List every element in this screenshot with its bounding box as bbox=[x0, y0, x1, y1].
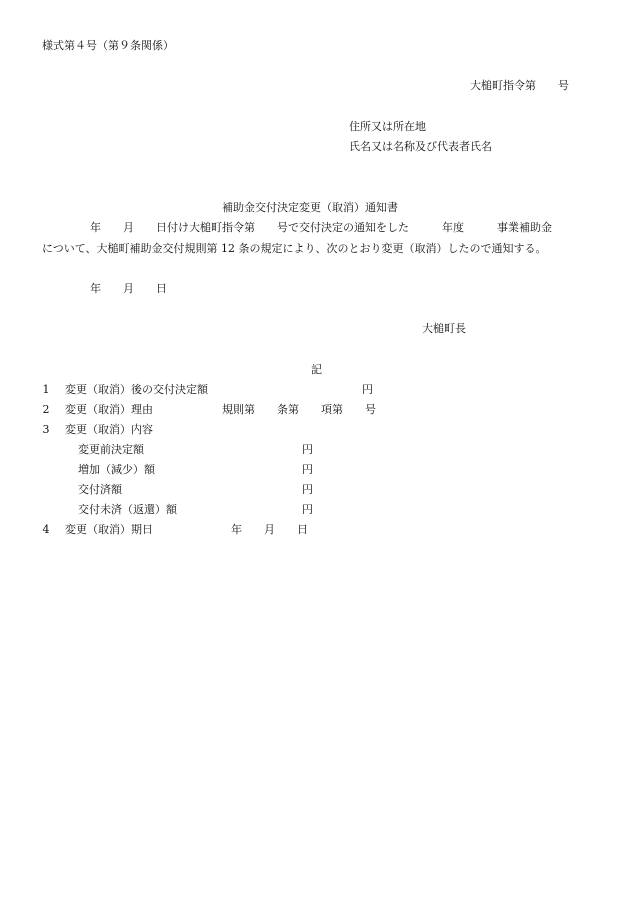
issuer-name: 大槌町長 bbox=[422, 322, 466, 335]
ki-heading: 記 bbox=[311, 363, 322, 376]
sub-item-label: 変更前決定額 bbox=[78, 443, 144, 456]
item-1-label: 変更（取消）後の交付決定額 bbox=[65, 383, 208, 396]
recipient-name-label: 氏名又は名称及び代表者氏名 bbox=[349, 140, 492, 153]
item-4-label: 変更（取消）期日 bbox=[65, 523, 153, 536]
item-4-number: 4 bbox=[42, 523, 50, 536]
item-4-date: 年 月 日 bbox=[231, 523, 308, 536]
sub-item-unit: 円 bbox=[302, 503, 313, 516]
body-line-2: について、大槌町補助金交付規則第 12 条の規定により、次のとおり変更（取消）したので通知する。 bbox=[42, 242, 547, 255]
sub-item-unit: 円 bbox=[302, 463, 313, 476]
item-2-label: 変更（取消）理由 bbox=[65, 403, 153, 416]
sub-item-unit: 円 bbox=[302, 483, 313, 496]
sub-item-label: 交付済額 bbox=[78, 483, 122, 496]
item-3-label: 変更（取消）内容 bbox=[65, 423, 153, 436]
form-number: 様式第４号（第９条関係） bbox=[42, 39, 174, 52]
document-title: 補助金交付決定変更（取消）通知書 bbox=[222, 201, 398, 214]
item-1-number: 1 bbox=[42, 383, 50, 396]
item-2-number: 2 bbox=[42, 403, 50, 416]
item-1-unit: 円 bbox=[362, 383, 373, 396]
body-line-1: 年 月 日付け大槌町指令第 号で交付決定の通知をした 年度 事業補助金 bbox=[90, 221, 552, 234]
sub-item-label: 増加（減少）額 bbox=[78, 463, 155, 476]
recipient-address-label: 住所又は所在地 bbox=[349, 120, 426, 133]
item-3-number: 3 bbox=[42, 423, 50, 436]
issue-date: 年 月 日 bbox=[90, 282, 167, 295]
item-2-detail: 規則第 条第 項第 号 bbox=[222, 403, 376, 416]
sub-item-label: 交付未済（返還）額 bbox=[78, 503, 177, 516]
sub-item-unit: 円 bbox=[302, 443, 313, 456]
document-number: 大槌町指令第 号 bbox=[470, 79, 569, 92]
